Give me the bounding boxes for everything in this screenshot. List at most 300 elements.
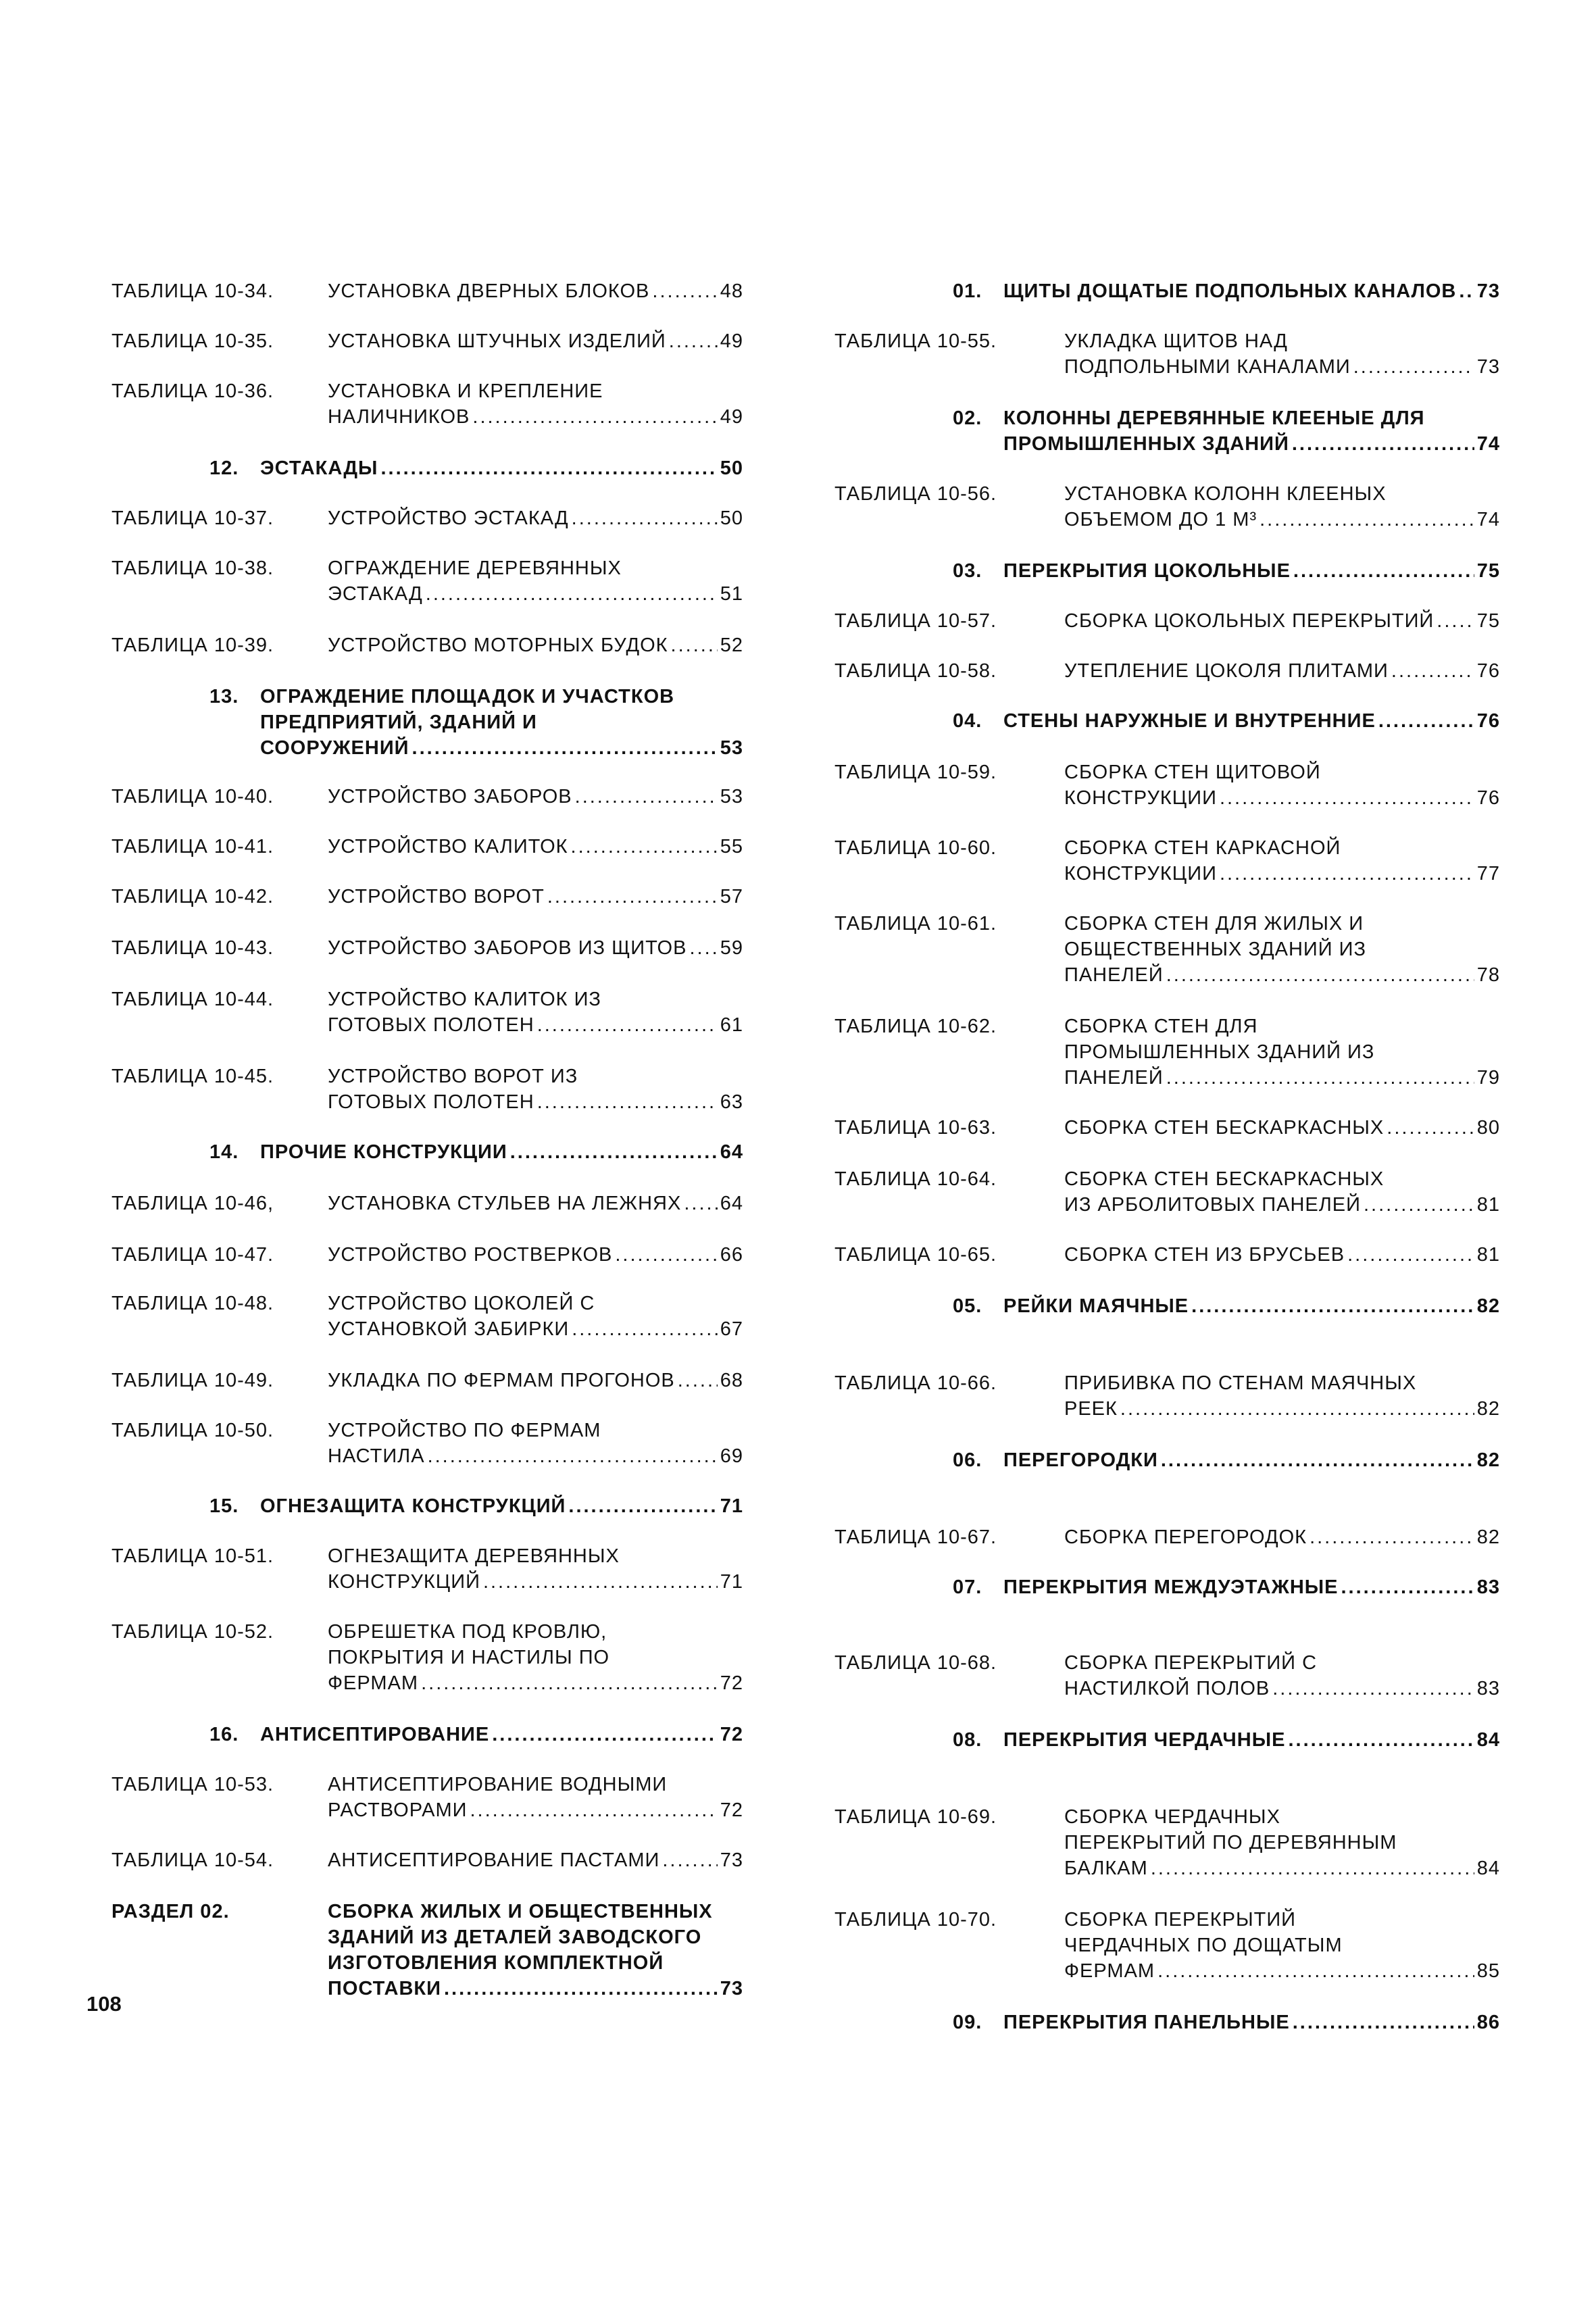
toc-entry-line: [328, 581, 743, 607]
toc-entry-title-line: ГОТОВЫХ ПОЛОТЕН: [328, 1014, 534, 1036]
toc-entry-label: ТАБЛИЦА 10-65.: [834, 1244, 997, 1266]
toc-entry-title-line: СБОРКА СТЕН ИЗ БРУСЬЕВ: [1064, 1244, 1345, 1266]
toc-page-number: 82: [1476, 1398, 1500, 1420]
toc-entry-line: [1003, 278, 1500, 304]
toc-entry-line: [1003, 1727, 1500, 1753]
toc-entry-label: 05.: [953, 1295, 982, 1317]
toc-entry-line: [328, 1191, 743, 1216]
toc-entry-title-line: СБОРКА ЧЕРДАЧНЫХ: [1064, 1806, 1280, 1828]
toc-entry-title-line: НАСТИЛА: [328, 1445, 425, 1467]
dot-leader: [678, 1368, 718, 1393]
toc-entry-text: [1064, 481, 1500, 532]
dot-leader: [1161, 1447, 1474, 1473]
dot-leader: [547, 884, 718, 910]
toc-entry-line: [328, 1924, 743, 1950]
toc-entry-line: [1003, 431, 1500, 457]
toc-entry-title-line: УСТРОЙСТВО МОТОРНЫХ БУДОК: [328, 634, 668, 656]
toc-entry-text: [1003, 708, 1500, 734]
toc-entry-line: [1064, 354, 1500, 380]
toc-entry-label: 13.: [209, 686, 239, 707]
toc-entry-line: [328, 1012, 743, 1038]
toc-entry-text: [1064, 1014, 1500, 1091]
toc-entry-label: ТАБЛИЦА 10-62.: [834, 1016, 997, 1037]
toc-entry-title-line: УСТРОЙСТВО ПО ФЕРМАМ: [328, 1420, 601, 1441]
toc-entry-title-line: СООРУЖЕНИЙ: [260, 737, 409, 759]
toc-entry-title-line: БАЛКАМ: [1064, 1858, 1148, 1879]
toc-entry-title-line: УСТРОЙСТВО ЗАБОРОВ ИЗ ЩИТОВ: [328, 937, 687, 959]
toc-entry-label: 01.: [953, 280, 982, 302]
toc-entry-label: ТАБЛИЦА 10-69.: [834, 1806, 997, 1828]
toc-entry-line: [328, 1368, 743, 1393]
toc-page-number: 72: [720, 1672, 743, 1694]
dot-leader: [572, 505, 718, 531]
dot-leader: [1378, 708, 1474, 734]
toc-entry-title-line: ЭСТАКАДЫ: [260, 457, 378, 479]
toc-entry-label: ТАБЛИЦА 10-48.: [111, 1293, 274, 1314]
toc-entry-title-line: УСТРОЙСТВО КАЛИТОК: [328, 836, 568, 857]
toc-entry-title-line: СБОРКА ЦОКОЛЬНЫХ ПЕРЕКРЫТИЙ: [1064, 610, 1435, 632]
dot-leader: [421, 1670, 718, 1696]
toc-page-number: 82: [1476, 1526, 1500, 1548]
toc-entry-title-line: ФЕРМАМ: [328, 1672, 419, 1694]
toc-entry-title-line: АНТИСЕПТИРОВАНИЕ ВОДНЫМИ: [328, 1774, 668, 1795]
toc-entry-line: [1064, 658, 1500, 684]
toc-entry-line: [328, 1064, 743, 1089]
toc-entry-line: [1064, 962, 1500, 988]
toc-page-number: 79: [1476, 1067, 1500, 1089]
toc-entry-text: [1064, 1650, 1500, 1701]
toc-entry-title-line: ОБЪЕМОМ ДО 1 М³: [1064, 509, 1257, 530]
toc-entry-label: ТАБЛИЦА 10-49.: [111, 1370, 274, 1391]
toc-entry-line: [1003, 1574, 1500, 1600]
dot-leader: [1166, 962, 1474, 988]
toc-page-number: 85: [1476, 1960, 1500, 1982]
toc-entry-line: [328, 935, 743, 961]
toc-entry-text: [328, 987, 743, 1038]
toc-entry-line: [328, 1619, 743, 1645]
toc-entry-line: [1003, 1293, 1500, 1319]
toc-entry-title-line: ЭСТАКАД: [328, 583, 423, 605]
toc-entry-title-line: СБОРКА СТЕН КАРКАСНОЙ: [1064, 837, 1341, 859]
toc-entry-text: [328, 935, 743, 961]
toc-entry-title-line: РЕЙКИ МАЯЧНЫЕ: [1003, 1295, 1189, 1317]
toc-entry-title-line: НАЛИЧНИКОВ: [328, 406, 470, 428]
toc-entry-label: ТАБЛИЦА 10-56.: [834, 483, 997, 505]
dot-leader: [1166, 1065, 1474, 1091]
toc-entry-title-line: УСТРОЙСТВО ЦОКОЛЕЙ С: [328, 1293, 595, 1314]
toc-entry-title-line: ПРОЧИЕ КОНСТРУКЦИИ: [260, 1141, 507, 1163]
toc-page-number: 82: [1476, 1295, 1500, 1317]
toc-entry-line: [328, 1316, 743, 1342]
dot-leader: [684, 1191, 717, 1216]
toc-page-number: 68: [720, 1370, 743, 1391]
toc-page-number: 76: [1476, 710, 1500, 732]
toc-entry-line: [1064, 1958, 1500, 1984]
toc-page-number: 59: [720, 937, 743, 959]
toc-entry-line: [260, 1493, 743, 1519]
toc-entry-text: [328, 278, 743, 304]
dot-leader: [1151, 1856, 1474, 1881]
toc-page-number: 77: [1476, 863, 1500, 885]
toc-entry-title-line: ПРОМЫШЛЕННЫХ ЗДАНИЙ ИЗ: [1064, 1041, 1375, 1063]
dot-leader: [492, 1722, 718, 1747]
toc-entry-title-line: ЧЕРДАЧНЫХ ПО ДОЩАТЫМ: [1064, 1935, 1343, 1956]
toc-entry-text: [1064, 1166, 1500, 1218]
toc-entry-title-line: УСТАНОВКА ШТУЧНЫХ ИЗДЕЛИЙ: [328, 330, 666, 352]
toc-entry-text: [328, 1242, 743, 1268]
toc-page-number: 57: [720, 886, 743, 907]
toc-entry-label: 04.: [953, 710, 982, 732]
toc-entry-label: ТАБЛИЦА 10-68.: [834, 1652, 997, 1674]
toc-page-number: 76: [1476, 787, 1500, 809]
toc-entry-text: [328, 784, 743, 810]
toc-entry-label: ТАБЛИЦА 10-41.: [111, 836, 274, 857]
toc-entry-text: [1064, 658, 1500, 684]
toc-entry-label: ТАБЛИЦА 10-51.: [111, 1545, 274, 1567]
toc-entry-title-line: УСТАНОВКА И КРЕПЛЕНИЕ: [328, 380, 603, 402]
toc-entry-line: [1064, 760, 1500, 785]
toc-entry-label: ТАБЛИЦА 10-45.: [111, 1066, 274, 1087]
toc-entry-title-line: ОГНЕЗАЩИТА ДЕРЕВЯННЫХ: [328, 1545, 620, 1567]
toc-entry-label: ТАБЛИЦА 10-61.: [834, 913, 997, 935]
toc-entry-title-line: СБОРКА СТЕН ДЛЯ: [1064, 1016, 1258, 1037]
toc-entry-label: ТАБЛИЦА 10-40.: [111, 786, 274, 807]
toc-entry-label: ТАБЛИЦА 10-44.: [111, 989, 274, 1010]
toc-entry-line: [1064, 1933, 1500, 1958]
toc-entry-text: [1064, 835, 1500, 887]
toc-entry-line: [328, 884, 743, 910]
toc-entry-line: [1064, 1370, 1500, 1396]
dot-leader: [1353, 354, 1474, 380]
toc-entry-text: [328, 328, 743, 354]
toc-entry-title-line: УСТРОЙСТВО ЗАБОРОВ: [328, 786, 572, 807]
toc-entry-title-line: ЩИТЫ ДОЩАТЫЕ ПОДПОЛЬНЫХ КАНАЛОВ: [1003, 280, 1457, 302]
dot-leader: [689, 935, 717, 961]
dot-leader: [1220, 785, 1474, 811]
toc-entry-line: [260, 455, 743, 481]
toc-entry-line: [1064, 1192, 1500, 1218]
dot-leader: [380, 455, 717, 481]
dot-leader: [426, 581, 718, 607]
toc-entry-label: ТАБЛИЦА 10-59.: [834, 762, 997, 783]
toc-entry-title-line: УСТРОЙСТВО ВОРОТ: [328, 886, 545, 907]
toc-entry-line: [1003, 2010, 1500, 2035]
toc-entry-line: [1064, 835, 1500, 861]
toc-entry-line: [328, 555, 743, 581]
toc-entry-text: [328, 1368, 743, 1393]
toc-entry-label: 09.: [953, 2012, 982, 2033]
toc-page-number: 71: [720, 1571, 743, 1593]
toc-entry-title-line: ПАНЕЛЕЙ: [1064, 1067, 1164, 1089]
toc-entry-line: [260, 735, 743, 761]
toc-page-number: 81: [1476, 1194, 1500, 1216]
toc-entry-line: [1064, 1830, 1500, 1856]
toc-entry-title-line: УТЕПЛЕНИЕ ЦОКОЛЯ ПЛИТАМИ: [1064, 660, 1389, 682]
toc-entry-text: [1003, 1447, 1500, 1473]
dot-leader: [1120, 1396, 1474, 1422]
toc-entry-text: [328, 1847, 743, 1873]
toc-entry-title-line: СБОРКА ЖИЛЫХ И ОБЩЕСТВЕННЫХ: [328, 1901, 713, 1922]
toc-page-number: 49: [720, 330, 743, 352]
toc-entry-title-line: УСТРОЙСТВО КАЛИТОК ИЗ: [328, 989, 601, 1010]
dot-leader: [615, 1242, 717, 1268]
toc-entry-text: [1003, 405, 1500, 457]
toc-entry-label: ТАБЛИЦА 10-42.: [111, 886, 274, 907]
toc-entry-text: [1064, 1370, 1500, 1422]
dot-leader: [572, 1316, 718, 1342]
toc-entry-line: [1064, 1014, 1500, 1039]
toc-entry-label: 02.: [953, 407, 982, 429]
toc-page-number: 83: [1476, 1678, 1500, 1699]
toc-entry-line: [328, 1089, 743, 1115]
toc-page-number: 73: [720, 1849, 743, 1871]
toc-entry-text: [1064, 760, 1500, 811]
toc-entry-line: [1064, 507, 1500, 532]
toc-entry-text: [328, 1899, 743, 2001]
toc-entry-line: [260, 710, 743, 735]
toc-entry-title-line: ИЗГОТОВЛЕНИЯ КОМПЛЕКТНОЙ: [328, 1952, 664, 1974]
toc-entry-line: [328, 1543, 743, 1569]
toc-entry-line: [1064, 861, 1500, 887]
toc-entry-text: [328, 834, 743, 860]
dot-leader: [1220, 861, 1474, 887]
toc-entry-label: ТАБЛИЦА 10-63.: [834, 1117, 997, 1139]
toc-entry-text: [328, 632, 743, 658]
dot-leader: [472, 404, 717, 430]
toc-entry-label: ТАБЛИЦА 10-46,: [111, 1193, 274, 1214]
dot-leader: [1437, 608, 1474, 634]
toc-page-number: 78: [1476, 964, 1500, 986]
toc-entry-label: ТАБЛИЦА 10-53.: [111, 1774, 274, 1795]
toc-page-number: 71: [720, 1495, 743, 1517]
toc-entry-label: 07.: [953, 1576, 982, 1598]
toc-entry-title-line: ПОКРЫТИЯ И НАСТИЛЫ ПО: [328, 1647, 610, 1668]
toc-page-number: 72: [720, 1724, 743, 1745]
dot-leader: [662, 1847, 717, 1873]
toc-entry-label: 08.: [953, 1729, 982, 1751]
toc-entry-line: [1064, 608, 1500, 634]
dot-leader: [1157, 1958, 1474, 1984]
toc-entry-line: [328, 1797, 743, 1823]
toc-entry-title-line: УСТАНОВКА КОЛОНН КЛЕЕНЫХ: [1064, 483, 1387, 505]
toc-entry-text: [1064, 1115, 1500, 1141]
toc-entry-line: [1064, 1524, 1500, 1550]
toc-entry-line: [328, 784, 743, 810]
toc-page-number: 81: [1476, 1244, 1500, 1266]
toc-entry-label: ТАБЛИЦА 10-43.: [111, 937, 274, 959]
toc-entry-line: [328, 1291, 743, 1316]
toc-entry-line: [328, 1670, 743, 1696]
toc-page-number: 66: [720, 1244, 743, 1266]
toc-page-number: 76: [1476, 660, 1500, 682]
toc-entry-line: [1064, 1166, 1500, 1192]
toc-entry-text: [328, 1772, 743, 1823]
toc-entry-label: 15.: [209, 1495, 239, 1517]
toc-entry-label: 16.: [209, 1724, 239, 1745]
toc-entry-label: ТАБЛИЦА 10-47.: [111, 1244, 274, 1266]
toc-page-number: 69: [720, 1445, 743, 1467]
toc-page-number: 51: [720, 583, 743, 605]
toc-entry-text: [328, 1543, 743, 1595]
toc-entry-title-line: АНТИСЕПТИРОВАНИЕ ПАСТАМИ: [328, 1849, 660, 1871]
toc-entry-line: [328, 1950, 743, 1976]
dot-leader: [671, 632, 718, 658]
toc-entry-line: [1064, 328, 1500, 354]
dot-leader: [537, 1089, 718, 1115]
toc-entry-title-line: СБОРКА СТЕН БЕСКАРКАСНЫХ: [1064, 1117, 1385, 1139]
dot-leader: [1292, 431, 1474, 457]
toc-entry-label: ТАБЛИЦА 10-67.: [834, 1526, 997, 1548]
toc-entry-text: [1064, 1242, 1500, 1268]
toc-entry-text: [328, 1291, 743, 1342]
toc-entry-title-line: ПЕРЕКРЫТИЯ МЕЖДУЭТАЖНЫЕ: [1003, 1576, 1339, 1598]
toc-entry-title-line: СТЕНЫ НАРУЖНЫЕ И ВНУТРЕННИЕ: [1003, 710, 1376, 732]
toc-entry-title-line: ПОСТАВКИ: [328, 1978, 441, 1999]
toc-entry-line: [1064, 911, 1500, 937]
dot-leader: [1347, 1242, 1474, 1268]
toc-entry-title-line: НАСТИЛКОЙ ПОЛОВ: [1064, 1678, 1270, 1699]
toc-entry-line: [1064, 481, 1500, 507]
dot-leader: [1191, 1293, 1474, 1319]
toc-entry-label: ТАБЛИЦА 10-35.: [111, 330, 274, 352]
toc-entry-label: 06.: [953, 1449, 982, 1471]
toc-entry-title-line: ФЕРМАМ: [1064, 1960, 1155, 1982]
toc-page-number: 84: [1476, 1729, 1500, 1751]
toc-entry-line: [260, 1722, 743, 1747]
toc-entry-label: РАЗДЕЛ 02.: [111, 1901, 230, 1922]
toc-page-number: 86: [1476, 2012, 1500, 2033]
dot-leader: [1459, 278, 1474, 304]
toc-entry-line: [1064, 1242, 1500, 1268]
toc-entry-text: [1064, 608, 1500, 634]
toc-entry-label: ТАБЛИЦА 10-55.: [834, 330, 997, 352]
toc-entry-label: ТАБЛИЦА 10-66.: [834, 1372, 997, 1394]
toc-page-number: 63: [720, 1091, 743, 1113]
toc-entry-line: [1064, 937, 1500, 962]
toc-entry-line: [328, 1976, 743, 2001]
toc-entry-line: [1064, 1115, 1500, 1141]
toc-entry-text: [1064, 1907, 1500, 1984]
toc-entry-title-line: ПЕРЕКРЫТИЯ ПАНЕЛЬНЫЕ: [1003, 2012, 1290, 2033]
toc-entry-text: [260, 684, 743, 761]
dot-leader: [483, 1569, 718, 1595]
toc-entry-label: 03.: [953, 560, 982, 582]
toc-entry-label: ТАБЛИЦА 10-57.: [834, 610, 997, 632]
toc-entry-text: [1003, 558, 1500, 584]
dot-leader: [1293, 558, 1474, 584]
toc-entry-title-line: ИЗ АРБОЛИТОВЫХ ПАНЕЛЕЙ: [1064, 1194, 1361, 1216]
toc-entry-label: ТАБЛИЦА 10-37.: [111, 507, 274, 529]
toc-entry-text: [260, 1139, 743, 1165]
toc-entry-text: [328, 1191, 743, 1216]
toc-page-number: 64: [720, 1141, 743, 1163]
toc-page-number: 53: [720, 737, 743, 759]
toc-entry-text: [328, 555, 743, 607]
toc-entry-label: ТАБЛИЦА 10-38.: [111, 557, 274, 579]
toc-entry-title-line: СБОРКА СТЕН БЕСКАРКАСНЫХ: [1064, 1168, 1385, 1190]
dot-leader: [428, 1443, 718, 1469]
toc-page-number: 82: [1476, 1449, 1500, 1471]
toc-entry-title-line: СБОРКА СТЕН ЩИТОВОЙ: [1064, 762, 1321, 783]
toc-entry-text: [328, 1418, 743, 1469]
toc-page-number: 64: [720, 1193, 743, 1214]
toc-entry-line: [1003, 708, 1500, 734]
toc-entry-title-line: ЗДАНИЙ ИЗ ДЕТАЛЕЙ ЗАВОДСКОГО: [328, 1926, 702, 1948]
toc-entry-title-line: ОГРАЖДЕНИЕ ДЕРЕВЯННЫХ: [328, 557, 622, 579]
toc-entry-label: ТАБЛИЦА 10-52.: [111, 1621, 274, 1643]
toc-entry-text: [1003, 1727, 1500, 1753]
toc-entry-line: [1064, 1396, 1500, 1422]
dot-leader: [1272, 1676, 1474, 1701]
toc-entry-label: ТАБЛИЦА 10-70.: [834, 1909, 997, 1931]
toc-entry-line: [260, 684, 743, 710]
toc-entry-title-line: СБОРКА ПЕРЕКРЫТИЙ С: [1064, 1652, 1318, 1674]
toc-entry-line: [328, 1242, 743, 1268]
toc-page-number: 73: [1476, 356, 1500, 378]
toc-entry-line: [1064, 1650, 1500, 1676]
toc-entry-title-line: ПЕРЕКРЫТИЯ ЦОКОЛЬНЫЕ: [1003, 560, 1291, 582]
toc-entry-title-line: АНТИСЕПТИРОВАНИЕ: [260, 1724, 490, 1745]
toc-entry-text: [1003, 1293, 1500, 1319]
toc-entry-label: 12.: [209, 457, 239, 479]
toc-entry-text: [1064, 1804, 1500, 1881]
toc-entry-line: [1064, 1039, 1500, 1065]
toc-entry-title-line: СБОРКА СТЕН ДЛЯ ЖИЛЫХ И: [1064, 913, 1364, 935]
toc-entry-line: [1064, 1065, 1500, 1091]
toc-entry-line: [328, 632, 743, 658]
toc-entry-line: [1064, 1804, 1500, 1830]
toc-entry-text: [328, 505, 743, 531]
toc-entry-title-line: ПАНЕЛЕЙ: [1064, 964, 1164, 986]
toc-entry-line: [328, 378, 743, 404]
toc-entry-line: [260, 1139, 743, 1165]
toc-entry-title-line: РЕЕК: [1064, 1398, 1118, 1420]
toc-entry-title-line: КОЛОННЫ ДЕРЕВЯННЫЕ КЛЕЕНЫЕ ДЛЯ: [1003, 407, 1425, 429]
toc-entry-line: [1064, 785, 1500, 811]
toc-entry-line: [328, 328, 743, 354]
toc-entry-title-line: ГОТОВЫХ ПОЛОТЕН: [328, 1091, 534, 1113]
toc-page-number: 53: [720, 786, 743, 807]
dot-leader: [575, 784, 718, 810]
toc-entry-title-line: УСТРОЙСТВО РОСТВЕРКОВ: [328, 1244, 613, 1266]
dot-leader: [1288, 1727, 1474, 1753]
toc-page-number: 75: [1476, 610, 1500, 632]
toc-entry-label: 14.: [209, 1141, 239, 1163]
dot-leader: [652, 278, 717, 304]
dot-leader: [470, 1797, 718, 1823]
toc-entry-title-line: УСТРОЙСТВО ЭСТАКАД: [328, 507, 569, 529]
toc-entry-label: ТАБЛИЦА 10-54.: [111, 1849, 274, 1871]
toc-entry-title-line: ОБРЕШЕТКА ПОД КРОВЛЮ,: [328, 1621, 607, 1643]
toc-entry-title-line: УСТАНОВКОЙ ЗАБИРКИ: [328, 1318, 570, 1340]
toc-entry-label: ТАБЛИЦА 10-34.: [111, 280, 274, 302]
dot-leader: [568, 1493, 717, 1519]
dot-leader: [444, 1976, 718, 2001]
toc-entry-text: [328, 1619, 743, 1696]
toc-entry-title-line: ПЕРЕКРЫТИЯ ЧЕРДАЧНЫЕ: [1003, 1729, 1286, 1751]
toc-entry-title-line: ПРИБИВКА ПО СТЕНАМ МАЯЧНЫХ: [1064, 1372, 1417, 1394]
toc-entry-title-line: КОНСТРУКЦИИ: [1064, 787, 1217, 809]
toc-entry-title-line: КОНСТРУКЦИЙ: [328, 1571, 480, 1593]
toc-page-number: 50: [720, 507, 743, 529]
toc-page-number: 61: [720, 1014, 743, 1036]
toc-entry-line: [1003, 405, 1500, 431]
toc-entry-title-line: УКЛАДКА ПО ФЕРМАМ ПРОГОНОВ: [328, 1370, 675, 1391]
toc-entry-line: [328, 834, 743, 860]
toc-entry-text: [1003, 1574, 1500, 1600]
toc-page-number: 50: [720, 457, 743, 479]
toc-entry-title-line: ОБЩЕСТВЕННЫХ ЗДАНИЙ ИЗ: [1064, 939, 1367, 960]
